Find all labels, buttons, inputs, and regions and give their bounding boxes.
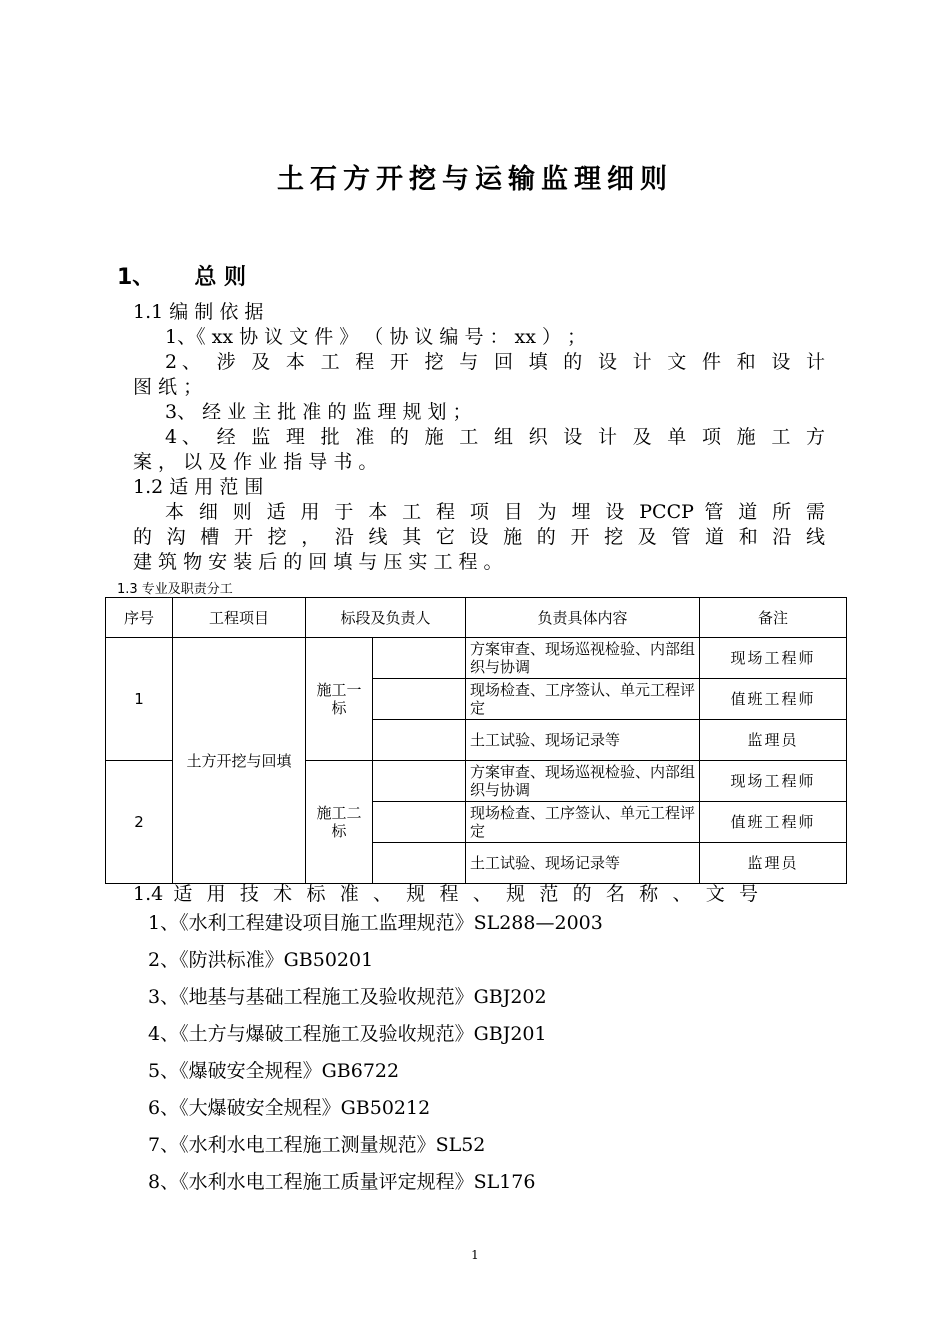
content-cell: 方案审查、现场巡视检验、内部组织与协调 (466, 761, 700, 802)
note-cell: 现场工程师 (700, 761, 847, 802)
header-content: 负责具体内容 (466, 598, 700, 638)
header-project: 工程项目 (173, 598, 306, 638)
person-cell (373, 679, 466, 720)
header-no: 序号 (106, 598, 173, 638)
heading-1-3: 1.3 专业及职责分工 (117, 582, 233, 597)
content-cell: 现场检查、工序签认、单元工程评定 (466, 679, 700, 720)
section-1-heading (117, 260, 246, 291)
person-cell (373, 802, 466, 843)
person-cell (373, 843, 466, 884)
heading-1-2: 1.2 适 用 范 围 (133, 476, 264, 498)
note-cell: 监理员 (700, 843, 847, 884)
document-title: 土石方开挖与运输监理细则 (277, 164, 673, 195)
basis-item-1: 1、《 xx 协 议 文 件 》 （ 协 议 编 号 ： xx ） ； (165, 326, 587, 348)
standard-item-6: 6、《大爆破安全规程》GB50212 (148, 1097, 431, 1119)
basis-item-3: 3、 经 业 主 批 准 的 监 理 规 划 ； (165, 401, 472, 423)
note-cell: 监理员 (700, 720, 847, 761)
heading-1-1: 1.1 编 制 依 据 (133, 301, 264, 323)
person-cell (373, 761, 466, 802)
content-cell: 方案审查、现场巡视检验、内部组织与协调 (466, 638, 700, 679)
row-number-cell: 2 (106, 761, 173, 884)
standard-item-3: 3、《地基与基础工程施工及验收规范》GBJ202 (148, 986, 547, 1008)
scope-line-2: 的 沟 槽 开 挖 ， 沿 线 其 它 设 施 的 开 挖 及 管 道 和 沿 线 (133, 526, 825, 548)
header-note: 备注 (700, 598, 847, 638)
standard-item-5: 5、《爆破安全规程》GB6722 (148, 1060, 400, 1082)
project-cell: 土方开挖与回填 (173, 638, 306, 884)
header-section: 标段及负责人 (306, 598, 466, 638)
scope-line-1: 本 细 则 适 用 于 本 工 程 项 目 为 埋 设 PCCP 管 道 所 需 (165, 501, 825, 523)
table-row (106, 638, 847, 679)
section-1-number: 1、 (117, 265, 155, 290)
content-cell: 土工试验、现场记录等 (466, 843, 700, 884)
content-cell: 现场检查、工序签认、单元工程评定 (466, 802, 700, 843)
section-1-title: 总 则 (194, 265, 246, 290)
person-cell (373, 720, 466, 761)
standard-item-1: 1、《水利工程建设项目施工监理规范》SL288—2003 (148, 912, 603, 934)
scope-line-3: 建 筑 物 安 装 后 的 回 填 与 压 实 工 程 。 (133, 551, 503, 573)
content-cell: 土工试验、现场记录等 (466, 720, 700, 761)
note-cell: 值班工程师 (700, 679, 847, 720)
person-cell (373, 638, 466, 679)
note-cell: 现场工程师 (700, 638, 847, 679)
basis-item-2: 2、 涉 及 本 工 程 开 挖 与 回 填 的 设 计 文 件 和 设 计 (165, 351, 825, 373)
responsibility-table (105, 597, 847, 884)
section-cell: 施工二标 (306, 761, 373, 884)
standard-item-8: 8、《水利水电工程施工质量评定规程》SL176 (148, 1171, 536, 1193)
standard-item-7: 7、《水利水电工程施工测量规范》SL52 (148, 1134, 486, 1156)
heading-1-4: 1.4 适 用 技 术 标 准 、 规 程 、 规 范 的 名 称 、 文 号 (133, 883, 758, 905)
note-cell: 值班工程师 (700, 802, 847, 843)
table-header-row (106, 598, 847, 638)
basis-item-4: 4、 经 监 理 批 准 的 施 工 组 织 设 计 及 单 项 施 工 方 (165, 426, 825, 448)
basis-item-2-cont: 图 纸 ； (133, 376, 203, 398)
standard-item-2: 2、《防洪标准》GB50201 (148, 949, 374, 971)
page-number: 1 (471, 1248, 479, 1262)
basis-item-4-cont: 案 ， 以 及 作 业 指 导 书 。 (133, 451, 378, 473)
section-cell: 施工一标 (306, 638, 373, 761)
standard-item-4: 4、《土方与爆破工程施工及验收规范》GBJ201 (148, 1023, 547, 1045)
row-number-cell: 1 (106, 638, 173, 761)
